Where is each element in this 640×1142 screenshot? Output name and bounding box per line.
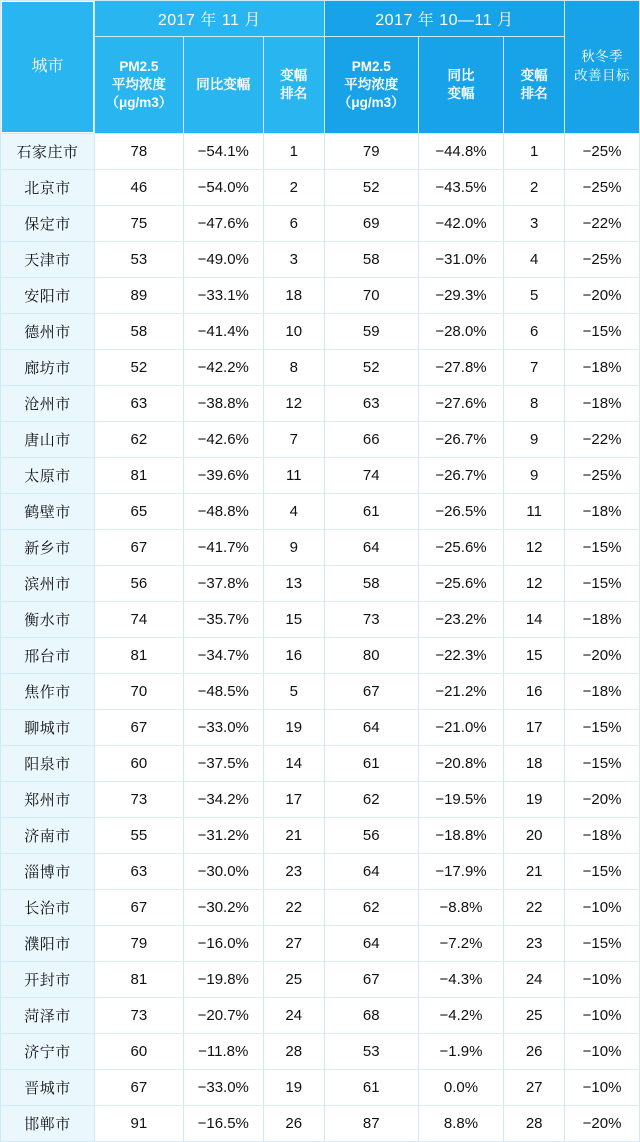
table-row xyxy=(1,818,640,854)
cell-rank-nov: 10 xyxy=(263,314,324,350)
cell-yoy-oct-nov: −18.8% xyxy=(418,818,503,854)
cell-yoy-oct-nov: −8.8% xyxy=(418,890,503,926)
cell-city: 邯郸市 xyxy=(1,1106,95,1142)
cell-city: 太原市 xyxy=(1,458,95,494)
cell-pm25-nov: 78 xyxy=(95,134,184,170)
cell-yoy-oct-nov: −25.6% xyxy=(418,530,503,566)
cell-yoy-oct-nov: −20.8% xyxy=(418,746,503,782)
cell-yoy-oct-nov: −4.2% xyxy=(418,998,503,1034)
cell-goal: −18% xyxy=(565,674,640,710)
header-city-label: 城市 xyxy=(1,1,94,133)
header-rank-octnov-line1: 变幅 xyxy=(520,67,548,83)
cell-goal: −25% xyxy=(565,170,640,206)
cell-goal: −15% xyxy=(565,854,640,890)
header-pm25-octnov-line3: （μg/m3） xyxy=(337,95,405,111)
cell-city: 开封市 xyxy=(1,962,95,998)
cell-goal: −20% xyxy=(565,638,640,674)
table-row xyxy=(1,1034,640,1070)
cell-yoy-oct-nov: 8.8% xyxy=(418,1106,503,1142)
cell-rank-nov: 18 xyxy=(263,278,324,314)
header-pm25-nov-line3: （μg/m3） xyxy=(105,95,173,111)
cell-rank-nov: 13 xyxy=(263,566,324,602)
header-city-cell xyxy=(1,1,95,134)
cell-pm25-oct-nov: 87 xyxy=(324,1106,418,1142)
cell-pm25-oct-nov: 73 xyxy=(324,602,418,638)
cell-rank-nov: 15 xyxy=(263,602,324,638)
cell-rank-oct-nov: 24 xyxy=(504,962,565,998)
cell-yoy-nov: −54.1% xyxy=(183,134,263,170)
cell-yoy-oct-nov: −4.3% xyxy=(418,962,503,998)
cell-pm25-nov: 89 xyxy=(95,278,184,314)
cell-yoy-oct-nov: −25.6% xyxy=(418,566,503,602)
cell-rank-oct-nov: 21 xyxy=(504,854,565,890)
table-row xyxy=(1,242,640,278)
cell-goal: −10% xyxy=(565,998,640,1034)
cell-pm25-oct-nov: 56 xyxy=(324,818,418,854)
table-row xyxy=(1,602,640,638)
cell-pm25-oct-nov: 66 xyxy=(324,422,418,458)
cell-rank-oct-nov: 22 xyxy=(504,890,565,926)
cell-yoy-oct-nov: −26.7% xyxy=(418,458,503,494)
cell-city: 济宁市 xyxy=(1,1034,95,1070)
cell-rank-oct-nov: 20 xyxy=(504,818,565,854)
cell-pm25-nov: 52 xyxy=(95,350,184,386)
table-row xyxy=(1,422,640,458)
cell-rank-nov: 19 xyxy=(263,710,324,746)
table-row xyxy=(1,746,640,782)
cell-yoy-oct-nov: 0.0% xyxy=(418,1070,503,1106)
cell-goal: −15% xyxy=(565,926,640,962)
table-row xyxy=(1,134,640,170)
header-group-period2: 2017 年 10—11 月 xyxy=(324,1,564,37)
cell-goal: −10% xyxy=(565,1070,640,1106)
cell-yoy-nov: −19.8% xyxy=(183,962,263,998)
cell-goal: −18% xyxy=(565,494,640,530)
cell-city: 衡水市 xyxy=(1,602,95,638)
cell-rank-oct-nov: 28 xyxy=(504,1106,565,1142)
cell-rank-oct-nov: 16 xyxy=(504,674,565,710)
cell-rank-nov: 12 xyxy=(263,386,324,422)
table-body xyxy=(1,134,640,1142)
cell-yoy-oct-nov: −29.3% xyxy=(418,278,503,314)
cell-yoy-oct-nov: −23.2% xyxy=(418,602,503,638)
cell-pm25-nov: 73 xyxy=(95,782,184,818)
cell-yoy-nov: −33.0% xyxy=(183,1070,263,1106)
cell-rank-oct-nov: 18 xyxy=(504,746,565,782)
cell-pm25-oct-nov: 68 xyxy=(324,998,418,1034)
cell-goal: −22% xyxy=(565,206,640,242)
cell-yoy-nov: −16.0% xyxy=(183,926,263,962)
cell-rank-oct-nov: 23 xyxy=(504,926,565,962)
cell-yoy-oct-nov: −43.5% xyxy=(418,170,503,206)
cell-goal: −25% xyxy=(565,134,640,170)
cell-rank-nov: 28 xyxy=(263,1034,324,1070)
header-group-row xyxy=(1,1,640,37)
cell-rank-oct-nov: 25 xyxy=(504,998,565,1034)
cell-yoy-nov: −30.2% xyxy=(183,890,263,926)
cell-rank-nov: 8 xyxy=(263,350,324,386)
header-group-period1: 2017 年 11 月 xyxy=(95,1,325,37)
table-row xyxy=(1,998,640,1034)
cell-city: 唐山市 xyxy=(1,422,95,458)
cell-yoy-nov: −54.0% xyxy=(183,170,263,206)
cell-pm25-nov: 73 xyxy=(95,998,184,1034)
cell-goal: −25% xyxy=(565,242,640,278)
cell-pm25-oct-nov: 74 xyxy=(324,458,418,494)
cell-rank-oct-nov: 6 xyxy=(504,314,565,350)
cell-yoy-oct-nov: −26.5% xyxy=(418,494,503,530)
cell-pm25-nov: 46 xyxy=(95,170,184,206)
table-row xyxy=(1,170,640,206)
header-yoy-octnov-line2: 变幅 xyxy=(447,86,475,102)
cell-pm25-nov: 81 xyxy=(95,458,184,494)
cell-pm25-oct-nov: 58 xyxy=(324,566,418,602)
table-row xyxy=(1,638,640,674)
header-yoy-nov-label: 同比变幅 xyxy=(196,77,251,93)
cell-yoy-nov: −42.2% xyxy=(183,350,263,386)
cell-pm25-oct-nov: 64 xyxy=(324,530,418,566)
header-rank-octnov xyxy=(504,37,565,134)
table-row xyxy=(1,710,640,746)
cell-city: 晋城市 xyxy=(1,1070,95,1106)
cell-rank-nov: 1 xyxy=(263,134,324,170)
header-rank-nov xyxy=(263,37,324,134)
table-row xyxy=(1,854,640,890)
cell-city: 沧州市 xyxy=(1,386,95,422)
header-yoy-nov xyxy=(183,37,263,134)
table-row xyxy=(1,314,640,350)
cell-pm25-oct-nov: 67 xyxy=(324,674,418,710)
cell-yoy-nov: −37.8% xyxy=(183,566,263,602)
cell-pm25-nov: 81 xyxy=(95,638,184,674)
cell-rank-nov: 22 xyxy=(263,890,324,926)
cell-rank-oct-nov: 12 xyxy=(504,566,565,602)
header-yoy-octnov-line1: 同比 xyxy=(447,67,475,83)
cell-pm25-nov: 91 xyxy=(95,1106,184,1142)
cell-goal: −25% xyxy=(565,458,640,494)
cell-goal: −20% xyxy=(565,278,640,314)
cell-yoy-oct-nov: −28.0% xyxy=(418,314,503,350)
cell-pm25-oct-nov: 58 xyxy=(324,242,418,278)
cell-yoy-nov: −16.5% xyxy=(183,1106,263,1142)
cell-goal: −18% xyxy=(565,350,640,386)
cell-pm25-oct-nov: 53 xyxy=(324,1034,418,1070)
cell-city: 鹤壁市 xyxy=(1,494,95,530)
cell-rank-oct-nov: 9 xyxy=(504,458,565,494)
cell-yoy-nov: −11.8% xyxy=(183,1034,263,1070)
cell-city: 淄博市 xyxy=(1,854,95,890)
cell-yoy-nov: −31.2% xyxy=(183,818,263,854)
cell-rank-nov: 3 xyxy=(263,242,324,278)
header-rank-nov-line1: 变幅 xyxy=(280,67,308,83)
cell-rank-nov: 21 xyxy=(263,818,324,854)
cell-pm25-oct-nov: 59 xyxy=(324,314,418,350)
cell-yoy-nov: −47.6% xyxy=(183,206,263,242)
cell-rank-oct-nov: 2 xyxy=(504,170,565,206)
cell-rank-oct-nov: 1 xyxy=(504,134,565,170)
cell-yoy-oct-nov: −44.8% xyxy=(418,134,503,170)
cell-city: 滨州市 xyxy=(1,566,95,602)
cell-rank-oct-nov: 9 xyxy=(504,422,565,458)
cell-yoy-oct-nov: −7.2% xyxy=(418,926,503,962)
cell-pm25-nov: 70 xyxy=(95,674,184,710)
table-row xyxy=(1,530,640,566)
cell-city: 廊坊市 xyxy=(1,350,95,386)
cell-goal: −18% xyxy=(565,602,640,638)
cell-pm25-nov: 67 xyxy=(95,710,184,746)
cell-yoy-oct-nov: −42.0% xyxy=(418,206,503,242)
cell-rank-oct-nov: 19 xyxy=(504,782,565,818)
cell-pm25-nov: 75 xyxy=(95,206,184,242)
table-row xyxy=(1,386,640,422)
table-row xyxy=(1,494,640,530)
cell-pm25-nov: 60 xyxy=(95,746,184,782)
cell-rank-oct-nov: 14 xyxy=(504,602,565,638)
cell-rank-nov: 11 xyxy=(263,458,324,494)
cell-pm25-oct-nov: 79 xyxy=(324,134,418,170)
cell-city: 邢台市 xyxy=(1,638,95,674)
cell-yoy-oct-nov: −22.3% xyxy=(418,638,503,674)
cell-rank-oct-nov: 4 xyxy=(504,242,565,278)
table-row xyxy=(1,962,640,998)
cell-city: 阳泉市 xyxy=(1,746,95,782)
table-row xyxy=(1,674,640,710)
cell-city: 石家庄市 xyxy=(1,134,95,170)
cell-city: 北京市 xyxy=(1,170,95,206)
cell-yoy-nov: −41.4% xyxy=(183,314,263,350)
cell-pm25-nov: 63 xyxy=(95,386,184,422)
cell-rank-oct-nov: 26 xyxy=(504,1034,565,1070)
cell-city: 焦作市 xyxy=(1,674,95,710)
cell-rank-oct-nov: 17 xyxy=(504,710,565,746)
cell-pm25-nov: 62 xyxy=(95,422,184,458)
table-row xyxy=(1,566,640,602)
table-row xyxy=(1,926,640,962)
cell-goal: −20% xyxy=(565,782,640,818)
cell-rank-nov: 9 xyxy=(263,530,324,566)
cell-yoy-nov: −33.0% xyxy=(183,710,263,746)
cell-rank-nov: 4 xyxy=(263,494,324,530)
cell-yoy-oct-nov: −26.7% xyxy=(418,422,503,458)
header-pm25-octnov xyxy=(324,37,418,134)
cell-yoy-nov: −39.6% xyxy=(183,458,263,494)
cell-yoy-oct-nov: −21.0% xyxy=(418,710,503,746)
cell-yoy-nov: −48.8% xyxy=(183,494,263,530)
cell-goal: −15% xyxy=(565,710,640,746)
cell-yoy-oct-nov: −27.6% xyxy=(418,386,503,422)
cell-yoy-nov: −41.7% xyxy=(183,530,263,566)
cell-rank-nov: 14 xyxy=(263,746,324,782)
cell-yoy-oct-nov: −1.9% xyxy=(418,1034,503,1070)
cell-yoy-nov: −48.5% xyxy=(183,674,263,710)
cell-pm25-oct-nov: 64 xyxy=(324,854,418,890)
cell-rank-nov: 27 xyxy=(263,926,324,962)
cell-city: 济南市 xyxy=(1,818,95,854)
cell-yoy-nov: −34.2% xyxy=(183,782,263,818)
cell-goal: −22% xyxy=(565,422,640,458)
cell-rank-oct-nov: 3 xyxy=(504,206,565,242)
cell-pm25-oct-nov: 52 xyxy=(324,170,418,206)
cell-pm25-oct-nov: 52 xyxy=(324,350,418,386)
table-header xyxy=(1,1,640,134)
cell-city: 濮阳市 xyxy=(1,926,95,962)
cell-rank-nov: 24 xyxy=(263,998,324,1034)
header-pm25-octnov-line2: 平均浓度 xyxy=(344,77,399,93)
table-row xyxy=(1,278,640,314)
cell-rank-nov: 25 xyxy=(263,962,324,998)
cell-rank-nov: 26 xyxy=(263,1106,324,1142)
cell-goal: −20% xyxy=(565,1106,640,1142)
cell-rank-oct-nov: 27 xyxy=(504,1070,565,1106)
cell-yoy-oct-nov: −19.5% xyxy=(418,782,503,818)
cell-rank-nov: 7 xyxy=(263,422,324,458)
cell-rank-oct-nov: 7 xyxy=(504,350,565,386)
cell-rank-nov: 16 xyxy=(263,638,324,674)
cell-yoy-nov: −33.1% xyxy=(183,278,263,314)
header-goal-line1: 秋冬季 xyxy=(581,49,624,65)
header-goal-line2: 改善目标 xyxy=(574,68,631,83)
cell-city: 德州市 xyxy=(1,314,95,350)
header-yoy-octnov xyxy=(418,37,503,134)
cell-city: 菏泽市 xyxy=(1,998,95,1034)
cell-goal: −15% xyxy=(565,566,640,602)
cell-pm25-nov: 67 xyxy=(95,530,184,566)
cell-goal: −10% xyxy=(565,1034,640,1070)
cell-pm25-nov: 79 xyxy=(95,926,184,962)
header-pm25-nov-line2: 平均浓度 xyxy=(111,77,166,93)
cell-yoy-nov: −38.8% xyxy=(183,386,263,422)
cell-rank-oct-nov: 11 xyxy=(504,494,565,530)
cell-pm25-nov: 81 xyxy=(95,962,184,998)
cell-pm25-nov: 55 xyxy=(95,818,184,854)
cell-yoy-nov: −37.5% xyxy=(183,746,263,782)
cell-pm25-nov: 56 xyxy=(95,566,184,602)
cell-pm25-oct-nov: 63 xyxy=(324,386,418,422)
cell-city: 新乡市 xyxy=(1,530,95,566)
table-row xyxy=(1,890,640,926)
cell-pm25-oct-nov: 61 xyxy=(324,1070,418,1106)
cell-pm25-oct-nov: 69 xyxy=(324,206,418,242)
cell-pm25-oct-nov: 64 xyxy=(324,926,418,962)
cell-pm25-nov: 67 xyxy=(95,890,184,926)
cell-rank-oct-nov: 8 xyxy=(504,386,565,422)
cell-pm25-oct-nov: 64 xyxy=(324,710,418,746)
cell-pm25-oct-nov: 61 xyxy=(324,494,418,530)
cell-goal: −15% xyxy=(565,530,640,566)
cell-pm25-nov: 67 xyxy=(95,1070,184,1106)
header-rank-nov-line2: 排名 xyxy=(280,86,308,102)
cell-yoy-nov: −42.6% xyxy=(183,422,263,458)
header-pm25-octnov-line1: PM2.5 xyxy=(351,58,391,74)
header-goal xyxy=(565,1,640,134)
cell-pm25-oct-nov: 70 xyxy=(324,278,418,314)
header-rank-octnov-line2: 排名 xyxy=(520,86,548,102)
cell-rank-nov: 6 xyxy=(263,206,324,242)
cell-yoy-nov: −20.7% xyxy=(183,998,263,1034)
cell-yoy-oct-nov: −31.0% xyxy=(418,242,503,278)
cell-pm25-nov: 74 xyxy=(95,602,184,638)
cell-yoy-nov: −49.0% xyxy=(183,242,263,278)
cell-city: 保定市 xyxy=(1,206,95,242)
table-row xyxy=(1,458,640,494)
cell-city: 郑州市 xyxy=(1,782,95,818)
cell-city: 安阳市 xyxy=(1,278,95,314)
cell-city: 天津市 xyxy=(1,242,95,278)
cell-goal: −15% xyxy=(565,314,640,350)
cell-pm25-nov: 65 xyxy=(95,494,184,530)
cell-pm25-oct-nov: 67 xyxy=(324,962,418,998)
cell-rank-oct-nov: 12 xyxy=(504,530,565,566)
cell-goal: −15% xyxy=(565,746,640,782)
cell-rank-oct-nov: 15 xyxy=(504,638,565,674)
cell-yoy-nov: −34.7% xyxy=(183,638,263,674)
cell-city: 聊城市 xyxy=(1,710,95,746)
cell-pm25-nov: 63 xyxy=(95,854,184,890)
cell-rank-oct-nov: 5 xyxy=(504,278,565,314)
cell-pm25-nov: 58 xyxy=(95,314,184,350)
cell-pm25-oct-nov: 80 xyxy=(324,638,418,674)
table-row xyxy=(1,1070,640,1106)
header-pm25-nov xyxy=(95,37,184,134)
cell-goal: −10% xyxy=(565,890,640,926)
table-row xyxy=(1,350,640,386)
cell-goal: −10% xyxy=(565,962,640,998)
cell-yoy-nov: −35.7% xyxy=(183,602,263,638)
header-sub-row xyxy=(1,37,640,134)
cell-rank-nov: 17 xyxy=(263,782,324,818)
cell-yoy-oct-nov: −17.9% xyxy=(418,854,503,890)
cell-city: 长治市 xyxy=(1,890,95,926)
cell-yoy-oct-nov: −27.8% xyxy=(418,350,503,386)
cell-goal: −18% xyxy=(565,818,640,854)
cell-pm25-oct-nov: 61 xyxy=(324,746,418,782)
cell-rank-nov: 23 xyxy=(263,854,324,890)
cell-pm25-nov: 53 xyxy=(95,242,184,278)
cell-pm25-oct-nov: 62 xyxy=(324,890,418,926)
cell-yoy-oct-nov: −21.2% xyxy=(418,674,503,710)
cell-rank-nov: 19 xyxy=(263,1070,324,1106)
cell-pm25-oct-nov: 62 xyxy=(324,782,418,818)
cell-goal: −18% xyxy=(565,386,640,422)
cell-pm25-nov: 60 xyxy=(95,1034,184,1070)
table-row xyxy=(1,206,640,242)
cell-rank-nov: 2 xyxy=(263,170,324,206)
cell-rank-nov: 5 xyxy=(263,674,324,710)
table-row xyxy=(1,782,640,818)
header-pm25-nov-line1: PM2.5 xyxy=(119,58,159,74)
cell-yoy-nov: −30.0% xyxy=(183,854,263,890)
